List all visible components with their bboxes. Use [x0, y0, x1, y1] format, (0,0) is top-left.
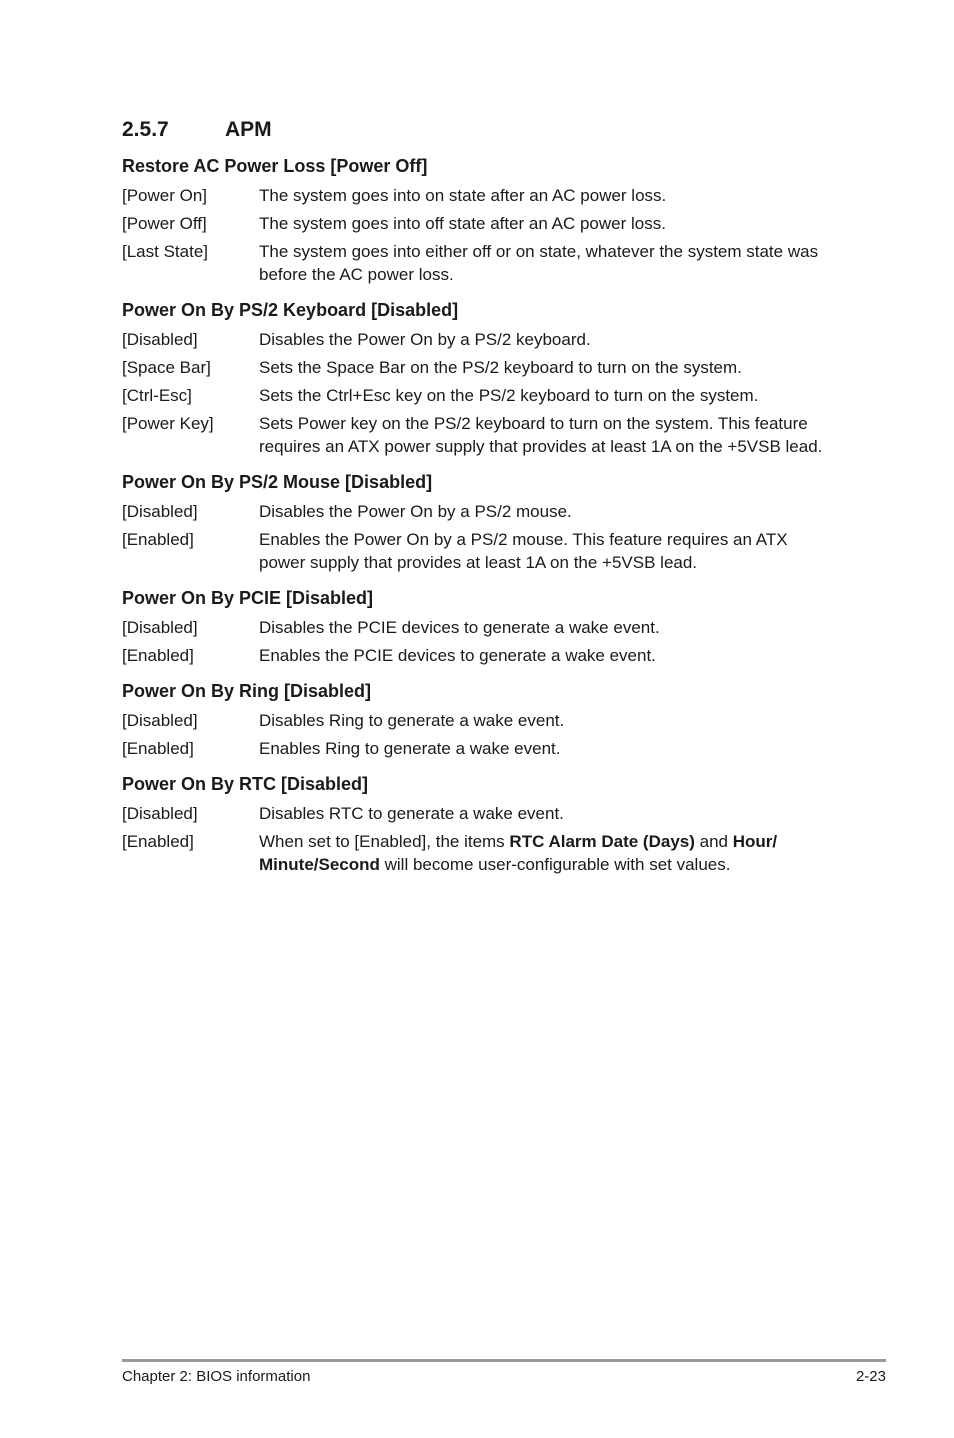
- option-description: Sets Power key on the PS/2 keyboard to turn on the system. This feature requires an ATX power supply that provides at least 1A on the +5VSB lead.: [259, 414, 823, 456]
- desc-text: When set to [Enabled], the items: [259, 832, 510, 851]
- option-description: The system goes into either off or on state, whatever the system state was before the AC power loss.: [259, 242, 819, 284]
- option-description: Enables Ring to generate a wake event.: [259, 739, 561, 758]
- option-blocks: [122, 154, 834, 760]
- desc-bold-item: RTC Alarm Date (Days): [509, 832, 695, 851]
- option-key: [Power Key]: [122, 414, 214, 433]
- desc-text: and: [694, 832, 733, 851]
- option-key: [Disabled]: [122, 618, 198, 637]
- page-number: 2-23: [855, 1368, 886, 1385]
- option-key: [Disabled]: [122, 502, 198, 521]
- option-description: Disables RTC to generate a wake event.: [259, 804, 564, 823]
- section-title: [122, 118, 834, 142]
- option-row: [122, 709, 834, 732]
- option-key: [Disabled]: [122, 804, 198, 823]
- option-description: The system goes into on state after an AC power loss.: [259, 186, 667, 205]
- option-key: [Last State]: [122, 242, 208, 261]
- option-description: Sets the Space Bar on the PS/2 keyboard to turn on the system.: [259, 358, 742, 377]
- option-key: [Enabled]: [122, 530, 194, 549]
- option-key: [Ctrl-Esc]: [122, 386, 192, 405]
- option-description: The system goes into off state after an AC power loss.: [259, 214, 666, 233]
- option-key: [Power On]: [122, 186, 208, 205]
- option-description: Disables the Power On by a PS/2 mouse.: [259, 502, 572, 521]
- option-key: [Power Off]: [122, 214, 207, 233]
- option-heading: Power On By PS/2 Keyboard [Disabled]: [122, 300, 459, 320]
- option-block: [122, 298, 834, 458]
- option-heading: Power On By PS/2 Mouse [Disabled]: [122, 472, 433, 492]
- option-heading: Power On By Ring [Disabled]: [122, 681, 372, 701]
- option-block: [122, 586, 834, 667]
- option-description: Disables the Power On by a PS/2 keyboard.: [259, 330, 591, 349]
- option-key: [Disabled]: [122, 330, 198, 349]
- option-row: [122, 184, 834, 207]
- option-row: [122, 240, 834, 286]
- option-key: [Disabled]: [122, 711, 198, 730]
- section-number: 2.5.7: [122, 118, 169, 141]
- option-key: [Enabled]: [122, 646, 194, 665]
- desc-text: will become user-configurable with set values.: [379, 855, 731, 874]
- option-description: Sets the Ctrl+Esc key on the PS/2 keyboard to turn on the system.: [259, 386, 759, 405]
- option-key: [Enabled]: [122, 832, 194, 851]
- page-content: [122, 118, 834, 888]
- option-row: [122, 412, 834, 458]
- page-footer: [122, 1359, 886, 1385]
- option-row: [122, 644, 834, 667]
- option-block: [122, 470, 834, 574]
- option-row: [122, 328, 834, 351]
- option-heading: Restore AC Power Loss [Power Off]: [122, 156, 428, 176]
- option-row: [122, 212, 834, 235]
- option-description: Enables the Power On by a PS/2 mouse. This feature requires an ATX power supply that provides at least 1A on the +5VSB lead.: [259, 530, 788, 572]
- option-key: [Enabled]: [122, 739, 194, 758]
- option-row: [122, 830, 834, 876]
- option-description: Disables Ring to generate a wake event.: [259, 711, 565, 730]
- option-row: [122, 356, 834, 379]
- option-heading: Power On By RTC [Disabled]: [122, 774, 369, 794]
- option-row: [122, 802, 834, 825]
- option-row: [122, 500, 834, 523]
- option-row: [122, 384, 834, 407]
- option-description: Enables the PCIE devices to generate a wake event.: [259, 646, 656, 665]
- option-key: [Space Bar]: [122, 358, 211, 377]
- option-heading: Power On By PCIE [Disabled]: [122, 588, 374, 608]
- option-row: [122, 616, 834, 639]
- section-name: APM: [225, 118, 272, 141]
- desc-bold-item: Hour/ Minute/Second: [259, 832, 778, 874]
- option-block: [122, 679, 834, 760]
- option-block-rtc: [122, 772, 834, 876]
- option-block: [122, 154, 834, 286]
- option-row: [122, 528, 834, 574]
- option-description: [259, 830, 834, 876]
- option-row: [122, 737, 834, 760]
- option-description: Disables the PCIE devices to generate a wake event.: [259, 618, 660, 637]
- footer-chapter: Chapter 2: BIOS information: [122, 1368, 311, 1385]
